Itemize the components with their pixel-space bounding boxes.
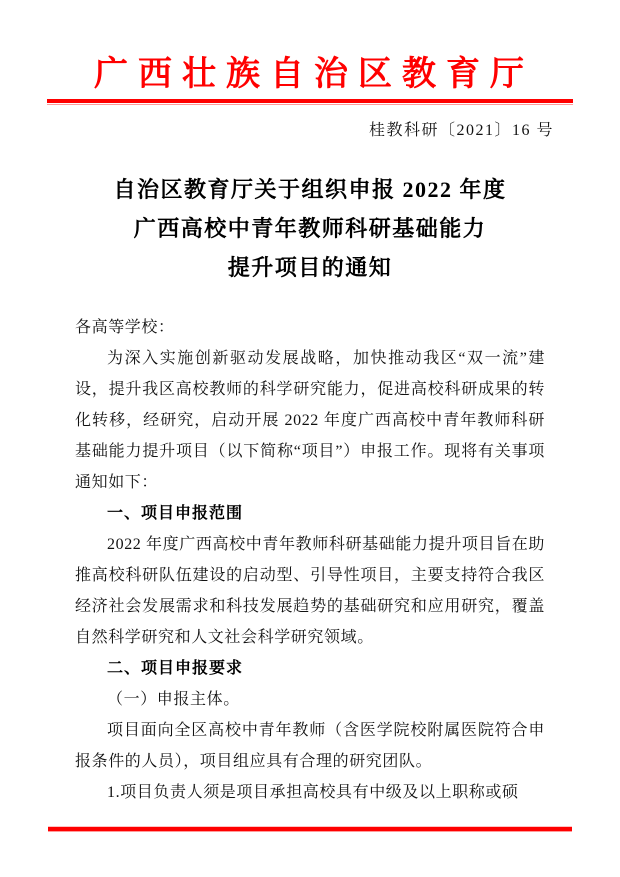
body-paragraph-scope: 2022 年度广西高校中青年教师科研基础能力提升项目旨在助推高校科研队伍建设的启动型、引导性项目，主要支持符合我区经济社会发展需求和科技发展趋势的基础研究和应用研究，覆盖自然科学研究和人文社会科学研究领域。 bbox=[75, 536, 545, 646]
body-paragraph-eligibility: 项目面向全区高校中青年教师（含医学院校附属医院符合申报条件的人员），项目组应具有合理的研究团队。 bbox=[75, 722, 545, 770]
agency-name-header: 广西壮族自治区教育厅 bbox=[94, 56, 534, 93]
body-paragraph-leader-requirement: 1.项目负责人须是项目承担高校具有中级及以上职称或硕 bbox=[107, 784, 519, 801]
section-heading-2: 二、项目申报要求 bbox=[107, 660, 244, 677]
notice-body bbox=[75, 312, 545, 808]
footer-red-rule bbox=[48, 827, 572, 831]
section-heading-1: 一、项目申报范围 bbox=[107, 505, 244, 522]
body-paragraph-intro: 为深入实施创新驱动发展战略，加快推动我区“双一流”建设，提升我区高校教师的科学研究能力，促进高校科研成果的转化转移，经研究，启动开展 2022 年度广西高校中青年教师科研基础能力提升项目（以下简称“项目”）申报工作。现将有关事项通知如下： bbox=[75, 350, 545, 491]
header-red-rule-thin-line bbox=[47, 104, 573, 105]
notice-title-line-2: 广西高校中青年教师科研基础能力 bbox=[133, 216, 487, 241]
notice-title bbox=[0, 170, 620, 287]
sub-heading-application-subject: （一）申报主体。 bbox=[107, 691, 240, 708]
notice-title-line-3: 提升项目的通知 bbox=[227, 255, 393, 280]
notice-title-line-1: 自治区教育厅关于组织申报 2022 年度 bbox=[113, 177, 507, 202]
document-number: 桂教科研〔2021〕16 号 bbox=[368, 122, 554, 139]
salutation: 各高等学校： bbox=[75, 319, 175, 336]
header-red-rule bbox=[47, 99, 573, 105]
